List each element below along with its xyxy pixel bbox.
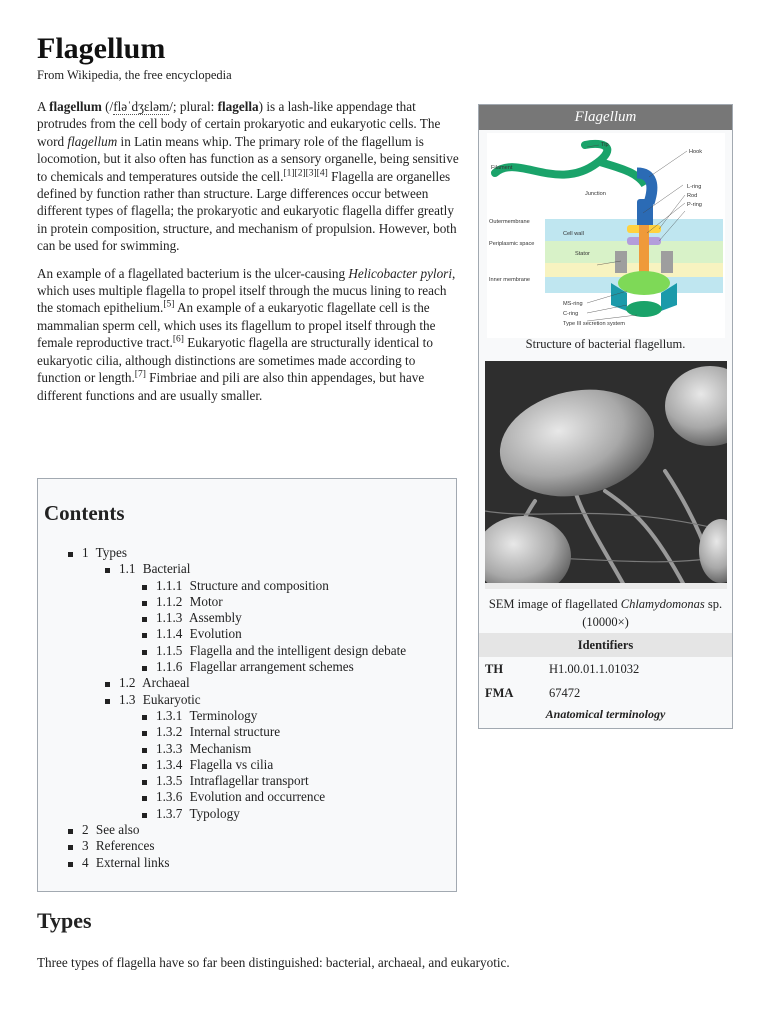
toc-item[interactable]: 1.1.5 Flagella and the intelligent design debate [142,643,406,659]
diagram-caption: Structure of bacterial flagellum. [525,337,686,351]
toc-item[interactable]: 1.3.6 Evolution and occurrence [142,789,406,805]
intro-paragraph-2: An example of a flagellated bacterium is the ulcer-causing Helicobacter pylori, which uses multiple flagella to propel itself through the mucus lining to reach the stomach epithelium.[5] An example of a eukaryotic flagellate cell is the mammalian sperm cell, which uses its flagellum to propel itself through the female reproductive tract.[6] Eukaryotic flagella are structurally identical to eukaryotic cilia, although distinctions are sometimes made according to function or length.[7] Fimbriae and pili are also thin appendages, but have different functions and are usually smaller. [37,265,456,403]
toc-item[interactable]: 1.1.4 Evolution [142,626,406,642]
identifiers-header: Identifiers [479,633,732,657]
toc-item[interactable]: 1.3.1 Terminology [142,708,406,724]
toc-item[interactable]: 2 See also [68,822,406,838]
identifier-row-fma [479,681,732,705]
identifier-key[interactable]: TH [485,662,504,676]
identifier-value[interactable]: 67472 [549,686,581,700]
section-heading-types: Types [37,908,92,933]
label-type3: Type III secretion system [563,321,625,327]
toc-item[interactable]: 1 Types 1.1 Bacterial 1.1.1 Structure and composition 1.1.2 Motor 1.1.3 Assembly 1.1.4 Evolution 1.1.5 Flagella and the intelligent design debate 1.1.6 Flagellar arrangement schemes 1.2 Archaeal 1.3 Eukaryotic 1.3.1 Terminology 1.3.2 Internal structure 1.3.3 Mechanism 1.3.4 Flagella vs cilia 1.3.5 Intraflagellar transport 1.3.6 Evolution and occurrence 1.3.7 Typology [68,545,406,822]
toc-item[interactable]: 1.3.3 Mechanism [142,741,406,757]
types-paragraph: Three types of flagella have so far been distinguished: bacterial, archaeal, and eukaryotic. [37,955,510,970]
citation-6[interactable]: [6] [172,334,184,345]
sem-svg [485,361,727,589]
toc-item[interactable]: 1.1.3 Assembly [142,610,406,626]
sem-image[interactable] [485,361,727,589]
intro-paragraph-1: A flagellum (/fləˈdʒɛləm/; plural: flagella) is a lash-like appendage that protrudes from the cell body of certain prokaryotic and eukaryotic cells. The word flagellum in Latin means whip. The primary role of the flagellum is locomotion, but it also often has function as a sensory organelle, being sensitive to chemicals and temperatures outside the cell.[1][2][3][4] Flagella are organelles defined by function rather than structure. Large differences occur between different types of flagella; the prokaryotic and eukaryotic flagella differ greatly in protein composition, structure, and mechanism of propulsion. However, both can be used for swimming. [37,99,459,254]
flagellum-structure-diagram[interactable] [487,133,725,338]
table-of-contents [37,478,457,892]
ipa-pronunciation[interactable]: fləˈdʒɛləm [113,99,170,114]
label-outer-membrane: Outermembrane [489,219,530,225]
label-stator: Stator [575,251,590,257]
toc-title: Contents [44,501,125,525]
label-c-ring: C-ring [563,311,579,317]
identifier-key[interactable]: FMA [485,686,514,700]
identifier-value[interactable]: H1.00.01.1.01032 [549,662,640,676]
infobox-title: Flagellum [479,105,732,130]
label-junction: Junction [585,191,606,197]
toc-item[interactable]: 3 References [68,838,406,854]
page-subtitle: From Wikipedia, the free encyclopedia [37,68,232,82]
label-l-ring: L-ring [687,184,702,190]
citation-7[interactable]: [7] [134,369,146,380]
term-flagellum: flagellum [49,99,102,114]
label-p-ring: P-ring [687,202,702,208]
toc-item[interactable]: 1.2 Archaeal [105,675,406,691]
toc-item[interactable]: 1.3.7 Typology [142,806,406,822]
label-filament: Filament [491,165,513,171]
citation-1-4[interactable]: [1][2][3][4] [283,168,328,179]
page-title: Flagellum [37,32,166,65]
label-hook: Hook [689,149,703,155]
intro-text [37,98,459,414]
label-cell-wall: Cell wall [563,231,584,237]
toc-item[interactable]: 1.3.4 Flagella vs cilia [142,757,406,773]
label-inner-membrane: Inner membrane [489,277,531,283]
toc-item[interactable]: 1.1 Bacterial 1.1.1 Structure and composition 1.1.2 Motor 1.1.3 Assembly 1.1.4 Evolution 1.1.5 Flagella and the intelligent design debate 1.1.6 Flagellar arrangement schemes [105,561,406,675]
sem-scalebar-strip [485,583,727,589]
label-ms-ring: MS-ring [563,301,583,307]
diagram-svg [487,133,725,338]
citation-5[interactable]: [5] [163,300,175,311]
toc-item[interactable]: 1.3.2 Internal structure [142,724,406,740]
toc-item[interactable]: 1.3 Eukaryotic 1.3.1 Terminology 1.3.2 Internal structure 1.3.3 Mechanism 1.3.4 Flagella vs cilia 1.3.5 Intraflagellar transport 1.3.6 Evolution and occurrence 1.3.7 Typology [105,692,406,822]
toc-item[interactable]: 1.1.1 Structure and composition [142,578,406,594]
label-tip: Tip [601,142,609,148]
type3-system-shape [626,301,662,317]
label-rod: Rod [687,193,698,199]
anatomical-terminology-link[interactable]: Anatomical terminology [545,707,666,721]
infobox [478,104,733,729]
toc-item[interactable]: 4 External links [68,855,406,871]
toc-item[interactable]: 1.3.5 Intraflagellar transport [142,773,406,789]
stator-left [615,251,627,273]
toc-item[interactable]: 1.1.6 Flagellar arrangement schemes [142,659,406,675]
label-periplasmic-space: Periplasmic space [489,241,535,247]
toc-item[interactable]: 1.1.2 Motor [142,594,406,610]
sem-caption: SEM image of flagellated Chlamydomonas sp. (10000×) [488,597,723,629]
stator-right [661,251,673,273]
identifier-row-th [479,657,732,681]
term-flagella: flagella [217,99,259,114]
toc-list [68,545,406,871]
